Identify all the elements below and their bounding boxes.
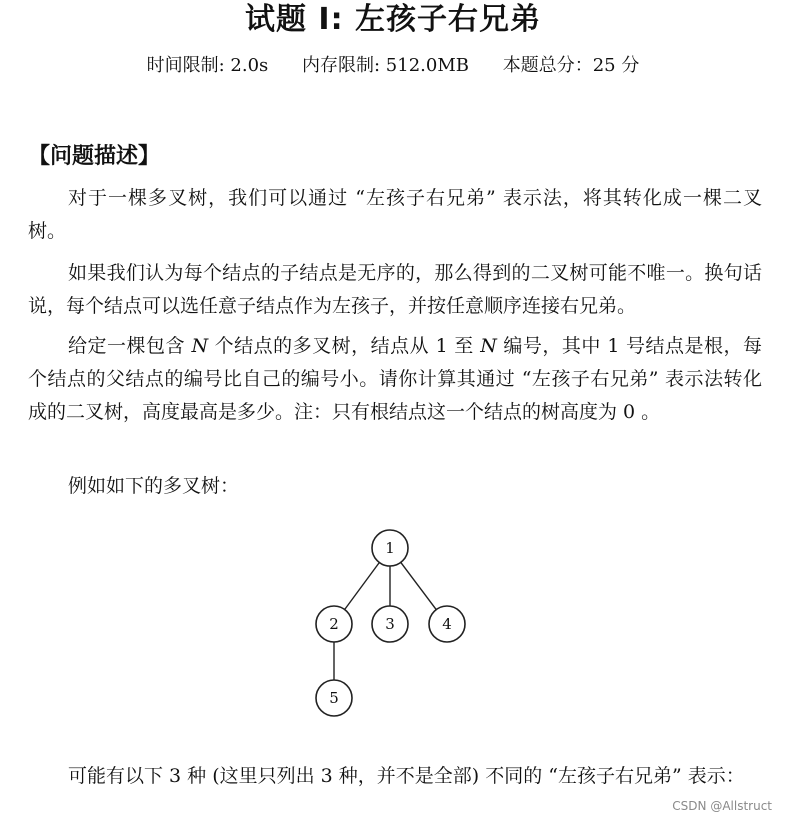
tree-node-5 <box>316 680 352 716</box>
math-n: N <box>480 335 497 357</box>
paragraph-example: 例如如下的多叉树： <box>68 475 240 497</box>
math-n: N <box>191 335 209 357</box>
task-text-a: 给定一棵包含 <box>68 335 192 357</box>
tree-node-3 <box>372 606 408 642</box>
paragraph-representations: 可能有以下 3 种 (这里只列出 3 种，并不是全部) 不同的 “左孩子右兄弟” 表示： <box>68 765 745 787</box>
limits-line <box>0 52 786 80</box>
node-label: 1 <box>385 539 395 557</box>
memory-limit: 内存限制: 512.0MB <box>302 55 469 76</box>
tree-edge-1-4 <box>401 562 436 609</box>
node-label: 2 <box>329 615 339 633</box>
task-text-c: 编号，其中 1 号结点是根，每个结点的父结点的编号比自己的编号小。请你计算其通过 “左孩子右兄弟” 表示法转化成的二叉树，高度最高是多少。注：只有根结点这一个结点的树高度为 0 。 <box>28 335 762 423</box>
paragraph-intro: 对于一棵多叉树，我们可以通过 “左孩子右兄弟” 表示法，将其转化成一棵二叉树。 <box>28 187 762 242</box>
total-score: 本题总分：25 分 <box>502 55 640 76</box>
watermark: CSDN @Allstruct <box>672 799 772 813</box>
paragraph-task <box>28 330 762 429</box>
task-text-b: 个结点的多叉树，结点从 1 至 <box>208 335 481 357</box>
problem-title: 试题 I: 左孩子右兄弟 <box>244 2 542 37</box>
example-tree-diagram <box>300 522 490 722</box>
tree-node-4 <box>429 606 465 642</box>
tree-node-1 <box>372 530 408 566</box>
section-heading: 【问题描述】 <box>28 144 161 169</box>
time-limit: 时间限制: 2.0s <box>146 55 269 76</box>
tree-node-2 <box>316 606 352 642</box>
node-label: 3 <box>385 615 395 633</box>
tree-edge-1-2 <box>345 562 380 609</box>
paragraph-unordered: 如果我们认为每个结点的子结点是无序的，那么得到的二叉树可能不唯一。换句话说，每个结点可以选任意子结点作为左孩子，并按任意顺序连接右兄弟。 <box>28 262 762 317</box>
node-label: 4 <box>442 615 452 633</box>
node-label: 5 <box>329 689 339 707</box>
